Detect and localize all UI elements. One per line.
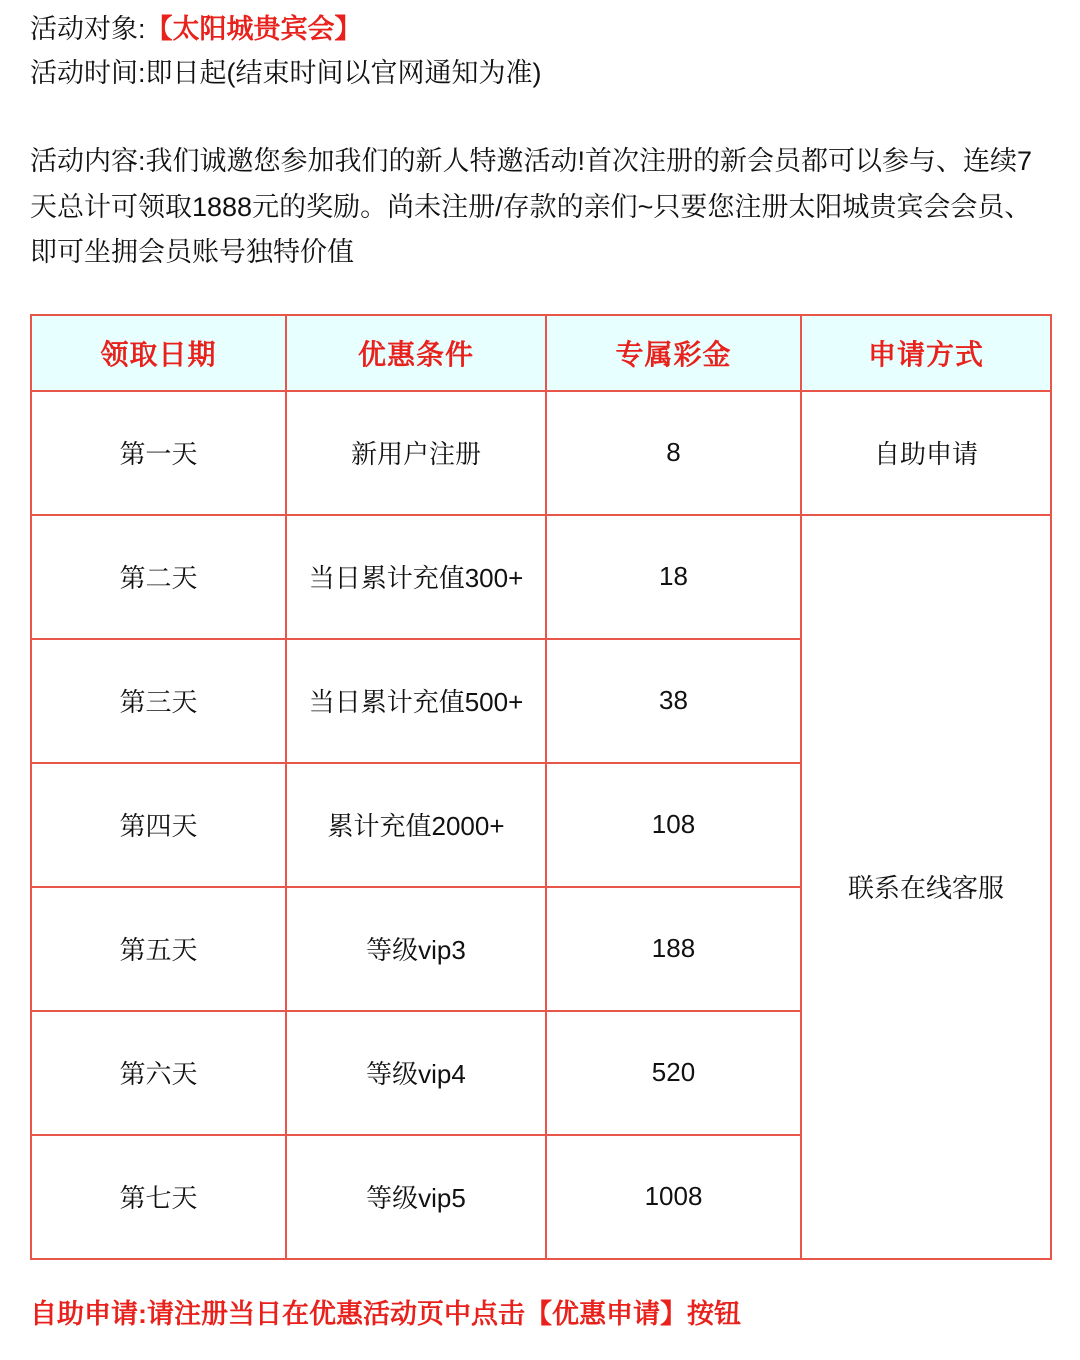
cell-condition: 等级vip5 — [286, 1135, 546, 1259]
cell-date: 第五天 — [31, 887, 286, 1011]
footer-note: 自助申请:请注册当日在优惠活动页中点击【优惠申请】按钮 — [30, 1298, 741, 1329]
cell-date: 第一天 — [31, 391, 286, 515]
cell-condition: 当日累计充值300+ — [286, 515, 546, 639]
cell-apply-support: 联系在线客服 — [801, 515, 1051, 1259]
promo-table — [30, 314, 1052, 1260]
cell-bonus: 8 — [546, 391, 801, 515]
table-header-row — [31, 315, 1051, 391]
content-paragraph: 活动内容:我们诚邀您参加我们的新人特邀活动!首次注册的新会员都可以参与、连续7天总计可领取1888元的奖励。尚未注册/存款的亲们~只要您注册太阳城贵宾会会员、即可坐拥会员账号独特价值 — [30, 146, 1033, 268]
cell-apply-self: 自助申请 — [801, 391, 1051, 515]
audience-label: 活动对象: — [30, 14, 146, 44]
cell-condition: 新用户注册 — [286, 391, 546, 515]
cell-condition: 等级vip4 — [286, 1011, 546, 1135]
table-row — [31, 515, 1051, 639]
cell-bonus: 188 — [546, 887, 801, 1011]
cell-date: 第三天 — [31, 639, 286, 763]
cell-bonus: 1008 — [546, 1135, 801, 1259]
time-line: 活动时间:即日起(结束时间以官网通知为准) — [30, 57, 542, 88]
column-header-bonus: 专属彩金 — [546, 315, 801, 391]
cell-date: 第七天 — [31, 1135, 286, 1259]
cell-date: 第四天 — [31, 763, 286, 887]
cell-bonus: 108 — [546, 763, 801, 887]
cell-bonus: 520 — [546, 1011, 801, 1135]
audience-line — [30, 8, 1050, 52]
column-header-date: 领取日期 — [31, 315, 286, 391]
promo-table-wrap — [30, 314, 1050, 1260]
intro-spacer — [30, 95, 1050, 139]
table-body — [31, 391, 1051, 1259]
intro-section — [30, 8, 1050, 95]
cell-bonus: 18 — [546, 515, 801, 639]
cell-condition: 累计充值2000+ — [286, 763, 546, 887]
column-header-condition: 优惠条件 — [286, 315, 546, 391]
cell-bonus: 38 — [546, 639, 801, 763]
column-header-apply: 申请方式 — [801, 315, 1051, 391]
cell-date: 第二天 — [31, 515, 286, 639]
cell-condition: 等级vip3 — [286, 887, 546, 1011]
cell-condition: 当日累计充值500+ — [286, 639, 546, 763]
cell-date: 第六天 — [31, 1011, 286, 1135]
audience-value: 【太阳城贵宾会】 — [145, 14, 362, 44]
table-head — [31, 315, 1051, 391]
table-row — [31, 391, 1051, 515]
